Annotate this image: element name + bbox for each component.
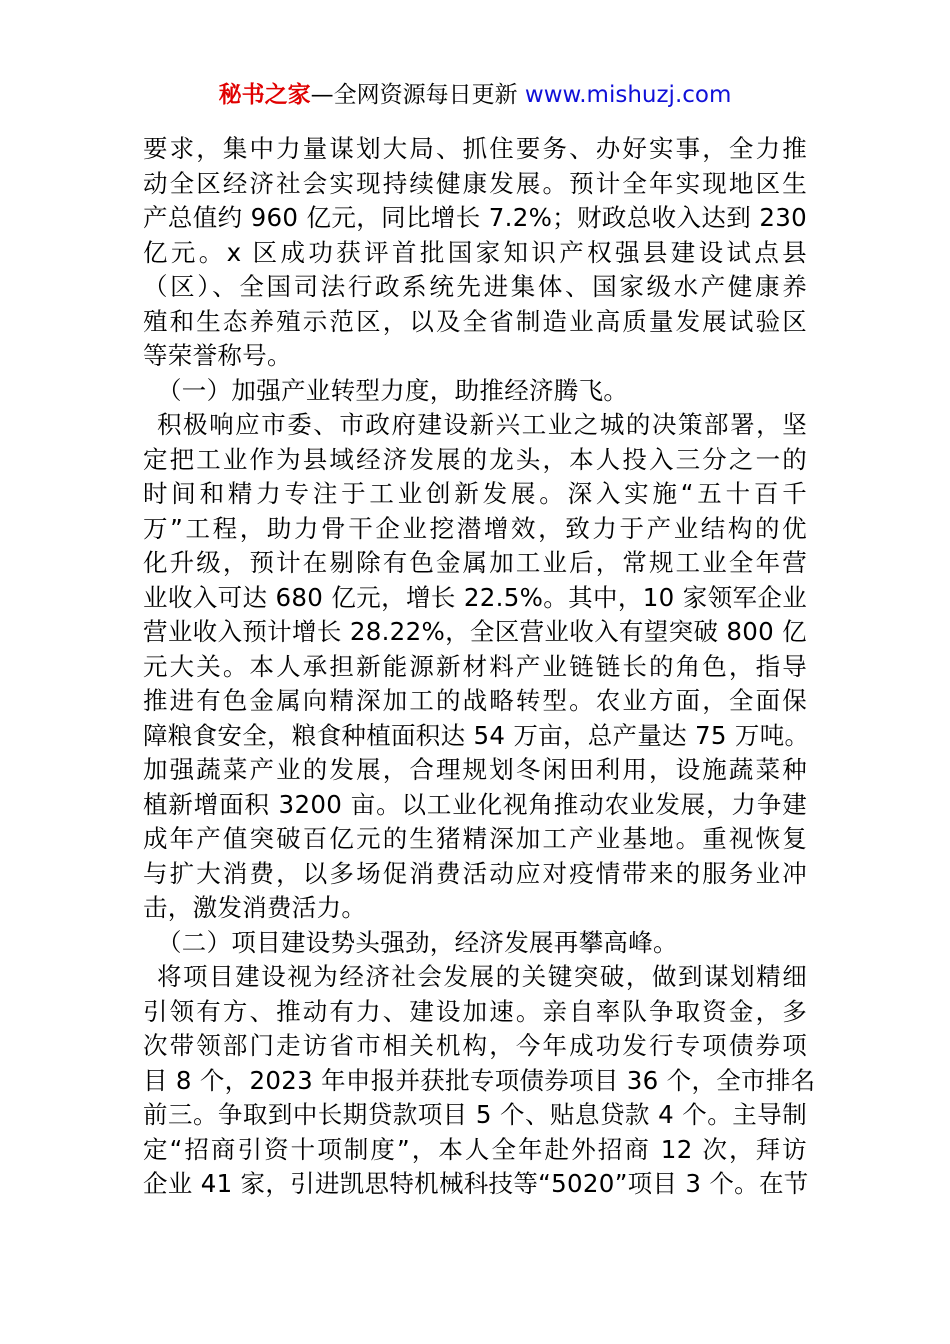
text-line: 加强蔬菜产业的发展，合理规划冬闲田利用，设施蔬菜种 (143, 755, 807, 784)
text-line: （区）、全国司法行政系统先进集体、国家级水产健康养 (143, 272, 807, 301)
text-line: 引领有方、推动有力、建设加速。亲自率队争取资金，多 (143, 996, 807, 1026)
text-line: 推进有色金属向精深加工的战略转型。农业方面，全面保 (143, 686, 807, 715)
text-line: 定把工业作为县域经济发展的龙头，本人投入三分之一的 (143, 444, 807, 474)
text-line: 亿元。x 区成功获评首批国家知识产权强县建设试点县 (143, 237, 807, 267)
text-line: 目 8 个，2023 年申报并获批专项债券项目 36 个，全市排名 (143, 1065, 816, 1095)
text-line: 营业收入预计增长 28.22%，全区营业收入有望突破 800 亿 (143, 617, 807, 646)
text-line: 积极响应市委、市政府建设新兴工业之城的决策部署，坚 (157, 410, 807, 439)
header-tagline: —全网资源每日更新 (310, 82, 525, 108)
text-line: 殖和生态养殖示范区，以及全省制造业高质量发展试验区 (143, 306, 807, 336)
text-line: 元大关。本人承担新能源新材料产业链链长的角色，指导 (143, 651, 807, 681)
text-line: 植新增面积 3200 亩。以工业化视角推动农业发展，力争建 (143, 789, 807, 819)
section-heading: （一）加强产业转型力度，助推经济腾飞。 (157, 375, 629, 405)
text-line: 定“招商引资十项制度”，本人全年赴外招商 12 次，拜访 (143, 1134, 807, 1164)
text-line: 业收入可达 680 亿元，增长 22.5%。其中，10 家领军企业 (143, 582, 807, 612)
text-line: 击，激发消费活力。 (143, 893, 367, 922)
document-body (143, 132, 816, 1202)
text-line: 成年产值突破百亿元的生猪精深加工产业基地。重视恢复 (143, 824, 807, 853)
brand-name: 秘书之家 (218, 82, 311, 108)
text-line: 万”工程，助力骨干企业挖潜增效，致力于产业结构的优 (143, 513, 807, 543)
text-line: 前三。争取到中长期贷款项目 5 个、贴息贷款 4 个。主导制 (143, 1100, 807, 1129)
text-line: 与扩大消费，以多场促消费活动应对疫情带来的服务业冲 (143, 858, 807, 888)
text-line: 化升级，预计在剔除有色金属加工业后，常规工业全年营 (143, 548, 807, 577)
text-line: 次带领部门走访省市相关机构，今年成功发行专项债券项 (143, 1031, 807, 1060)
text-line: 要求，集中力量谋划大局、抓住要务、办好实事，全力推 (143, 134, 807, 163)
text-line: 产总值约 960 亿元，同比增长 7.2%；财政总收入达到 230 (143, 203, 807, 232)
text-line: 等荣誉称号。 (143, 341, 292, 370)
text-line: 动全区经济社会实现持续健康发展。预计全年实现地区生 (143, 168, 807, 198)
text-line: 企业 41 家，引进凯思特机械科技等“5020”项目 3 个。在节 (143, 1169, 809, 1198)
text-line: 将项目建设视为经济社会发展的关键突破，做到谋划精细 (157, 962, 807, 991)
page-header (0, 78, 950, 112)
text-line: 时间和精力专注于工业创新发展。深入实施“五十百千 (143, 479, 807, 508)
site-url-link[interactable]: www.mishuzj.com (524, 82, 732, 108)
section-heading: （二）项目建设势头强劲，经济发展再攀高峰。 (157, 927, 678, 957)
text-line: 障粮食安全，粮食种植面积达 54 万亩，总产量达 75 万吨。 (143, 720, 810, 750)
